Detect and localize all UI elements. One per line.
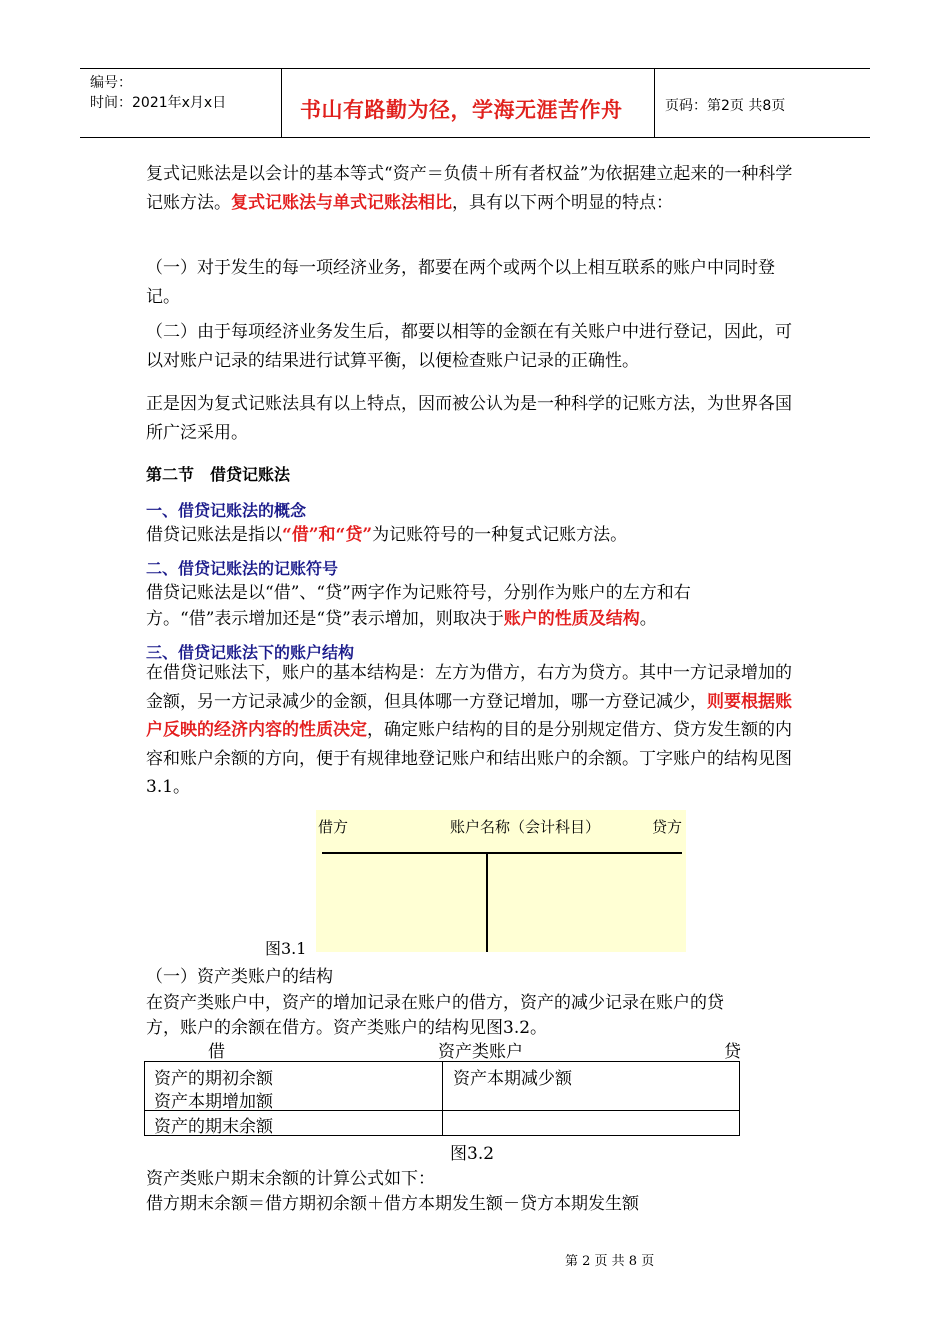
concept-text [146, 520, 627, 545]
structure-paragraph [146, 659, 806, 802]
asset-account-table [144, 1061, 740, 1136]
t-account-vertical-line [486, 854, 488, 952]
closing-balance-cell: 资产的期末余额 [154, 1117, 273, 1137]
intro-text: ，具有以下两个明显的特点： [452, 193, 673, 213]
figure-caption-3-2: 图3.2 [450, 1144, 495, 1164]
header-divider [654, 69, 655, 137]
t-account-horizontal-line [322, 852, 682, 854]
header-divider [281, 69, 282, 137]
figure-caption-3-1: 图3.1 [265, 939, 307, 958]
section-title: 第二节 借贷记账法 [146, 465, 291, 484]
structure-text: ，确定账户结构的目的是分别规定借方、贷方发生额的内容和账户余额的方向，便于有规律地登记账户和结出账户的余额。丁字账户的结构见图3.1。 [146, 720, 792, 797]
structure-text: 在借贷记账法下，账户的基本结构是：左方为借方，右方为贷方。其中一方记录增加的金额，另一方记录减少的金额，但具体哪一方登记增加，哪一方登记减少， [146, 663, 792, 712]
asset-debit-label: 借 [208, 1042, 225, 1062]
intro-paragraph-1 [146, 160, 806, 218]
symbol-text-line-2 [146, 604, 657, 629]
concept-text-part: 为记账符号的一种复式记账方法。 [372, 525, 628, 545]
intro-text: 复式记账法是以会计的基本等式“资产＝负债＋所有者权益”为依据建立起来的一种科学记账方法。 [146, 164, 793, 213]
intro-paragraph-3: （二）由于每项经济业务发生后，都要以相等的金额在有关账户中进行登记，因此，可以对账户记录的结果进行试算平衡，以便检查账户记录的正确性。 [146, 322, 792, 371]
subsection-heading-1: 一、借贷记账法的概念 [146, 501, 307, 520]
header-motto: 书山有路勤为径，学海无涯苦作舟 [300, 98, 623, 122]
page-number-label: 页码：第2页 共8页 [665, 98, 786, 114]
document-number-label: 编号： [90, 75, 132, 91]
t-account-debit-label: 借方 [318, 818, 349, 836]
intro-paragraph-2: （一）对于发生的每一项经济业务，都要在两个或两个以上相互联系的账户中同时登记。 [146, 258, 775, 307]
t-account-figure [316, 810, 686, 952]
opening-balance-cell: 资产的期初余额 [154, 1069, 273, 1089]
formula-intro: 资产类账户期末余额的计算公式如下： [146, 1169, 435, 1189]
highlight-text: 复式记账法与单式记账法相比 [231, 193, 452, 213]
subsection-heading-2: 二、借贷记账法的记账符号 [146, 559, 339, 578]
period-increase-cell: 资产本期增加额 [154, 1092, 273, 1112]
t-account-name-label: 账户名称（会计科目） [450, 818, 601, 836]
highlight-text: “借”和“贷” [282, 525, 373, 545]
period-decrease-cell: 资产本期减少额 [453, 1069, 572, 1089]
page-footer: 第 2 页 共 8 页 [565, 1254, 655, 1269]
document-date-label: 时间：2021年x月x日 [90, 95, 227, 111]
highlight-text: 账户的性质及结构 [503, 609, 640, 629]
symbol-text-line-1: 借贷记账法是以“借”、“贷”两字作为记账符号，分别作为账户的左方和右 [146, 583, 691, 603]
symbol-text-part: 方。“借”表示增加还是“贷”表示增加，则取决于 [146, 609, 504, 629]
asset-text-line-2: 方，账户的余额在借方。资产类账户的结构见图3.2。 [146, 1018, 548, 1038]
asset-structure-heading: （一）资产类账户的结构 [146, 967, 333, 987]
asset-credit-label: 贷 [724, 1042, 741, 1062]
asset-text-line-1: 在资产类账户中，资产的增加记录在账户的借方，资产的减少记录在账户的贷 [146, 993, 724, 1013]
t-account-credit-label: 贷方 [652, 818, 683, 836]
concept-text-part: 借贷记账法是指以 [146, 525, 282, 545]
table-divider [442, 1062, 443, 1135]
balance-formula: 借方期末余额＝借方期初余额＋借方本期发生额－贷方本期发生额 [146, 1194, 639, 1214]
subsection-heading-3: 三、借贷记账法下的账户结构 [146, 643, 355, 662]
highlight-text: 则要根据账户反映的经济内容的性质决定 [146, 691, 792, 740]
intro-paragraph-4: 正是因为复式记账法具有以上特点，因而被公认为是一种科学的记账方法，为世界各国所广泛采用。 [146, 394, 792, 443]
symbol-text-part: 。 [639, 609, 657, 629]
asset-account-name: 资产类账户 [438, 1042, 523, 1062]
